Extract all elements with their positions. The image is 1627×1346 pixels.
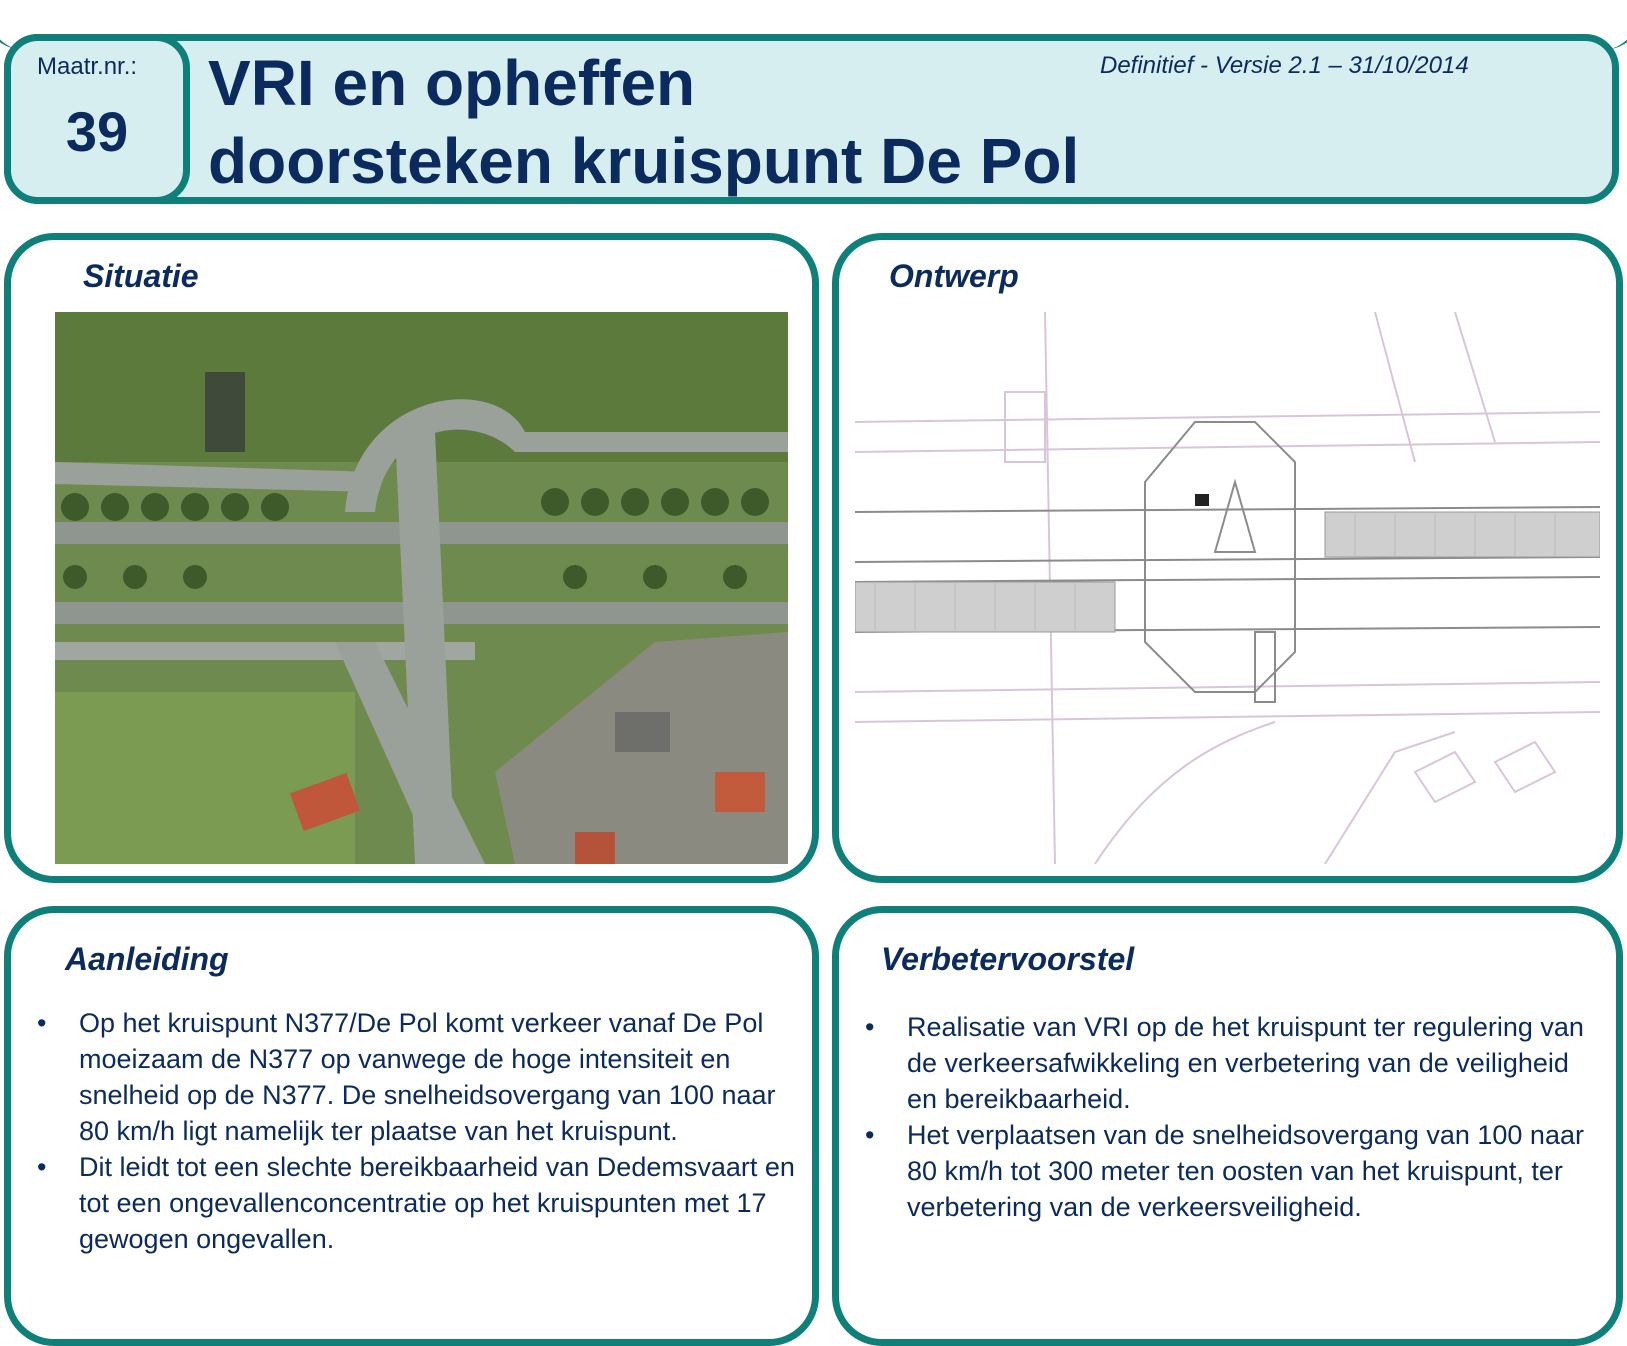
list-item <box>37 1005 797 1149</box>
list-item <box>865 1117 1605 1225</box>
ontwerp-heading: Ontwerp <box>889 258 1019 294</box>
aanleiding-list <box>37 1005 797 1257</box>
list-item-text: Op het kruispunt N377/De Pol komt verkeer vanaf De Pol moeizaam de N377 op vanwege de hoge intensiteit en snelheid op de N377. De snelheidsovergang van 100 naar 80 km/h ligt namelijk ter plaatse van het kruispunt. <box>79 1008 776 1146</box>
aanleiding-panel <box>4 906 819 1346</box>
page-title <box>208 44 1079 200</box>
aerial-photo-drawing <box>55 312 788 864</box>
design-drawing <box>855 312 1600 864</box>
list-item <box>865 1009 1605 1117</box>
bullet-icon: • <box>865 1120 875 1150</box>
aerial-photo <box>55 312 788 864</box>
bullet-icon: • <box>37 1152 47 1182</box>
measure-number-box <box>4 34 190 204</box>
measure-label: Maatr.nr.: <box>37 53 138 80</box>
list-item <box>37 1149 797 1257</box>
verbetervoorstel-list <box>865 1009 1605 1225</box>
title-line-1: VRI en opheffen <box>208 47 696 119</box>
measure-number: 39 <box>65 100 129 163</box>
bullet-icon: • <box>37 1008 47 1038</box>
version-label: Definitief - Versie 2.1 – 31/10/2014 <box>1100 52 1469 79</box>
verbetervoorstel-heading: Verbetervoorstel <box>881 941 1135 977</box>
title-line-2: doorsteken kruispunt De Pol <box>208 125 1080 197</box>
verbetervoorstel-panel <box>832 906 1623 1346</box>
design-drawing-lines <box>855 312 1600 864</box>
list-item-text: Dit leidt tot een slechte bereikbaarheid van Dedemsvaart en tot een ongevallenconcentratie op het kruispunten met 17 gewogen ongevallen. <box>79 1152 795 1254</box>
situatie-heading: Situatie <box>83 258 199 294</box>
situatie-panel <box>4 233 819 883</box>
bullet-icon: • <box>865 1012 875 1042</box>
ontwerp-panel <box>832 233 1623 883</box>
list-item-text: Het verplaatsen van de snelheidsovergang van 100 naar 80 km/h tot 300 meter ten oosten van het kruispunt, ter verbetering van de verkeersveiligheid. <box>907 1120 1584 1222</box>
aanleiding-heading: Aanleiding <box>65 941 229 977</box>
list-item-text: Realisatie van VRI op de het kruispunt ter regulering van de verkeersafwikkeling en verbetering van de veiligheid en bereikbaarheid. <box>907 1012 1584 1114</box>
